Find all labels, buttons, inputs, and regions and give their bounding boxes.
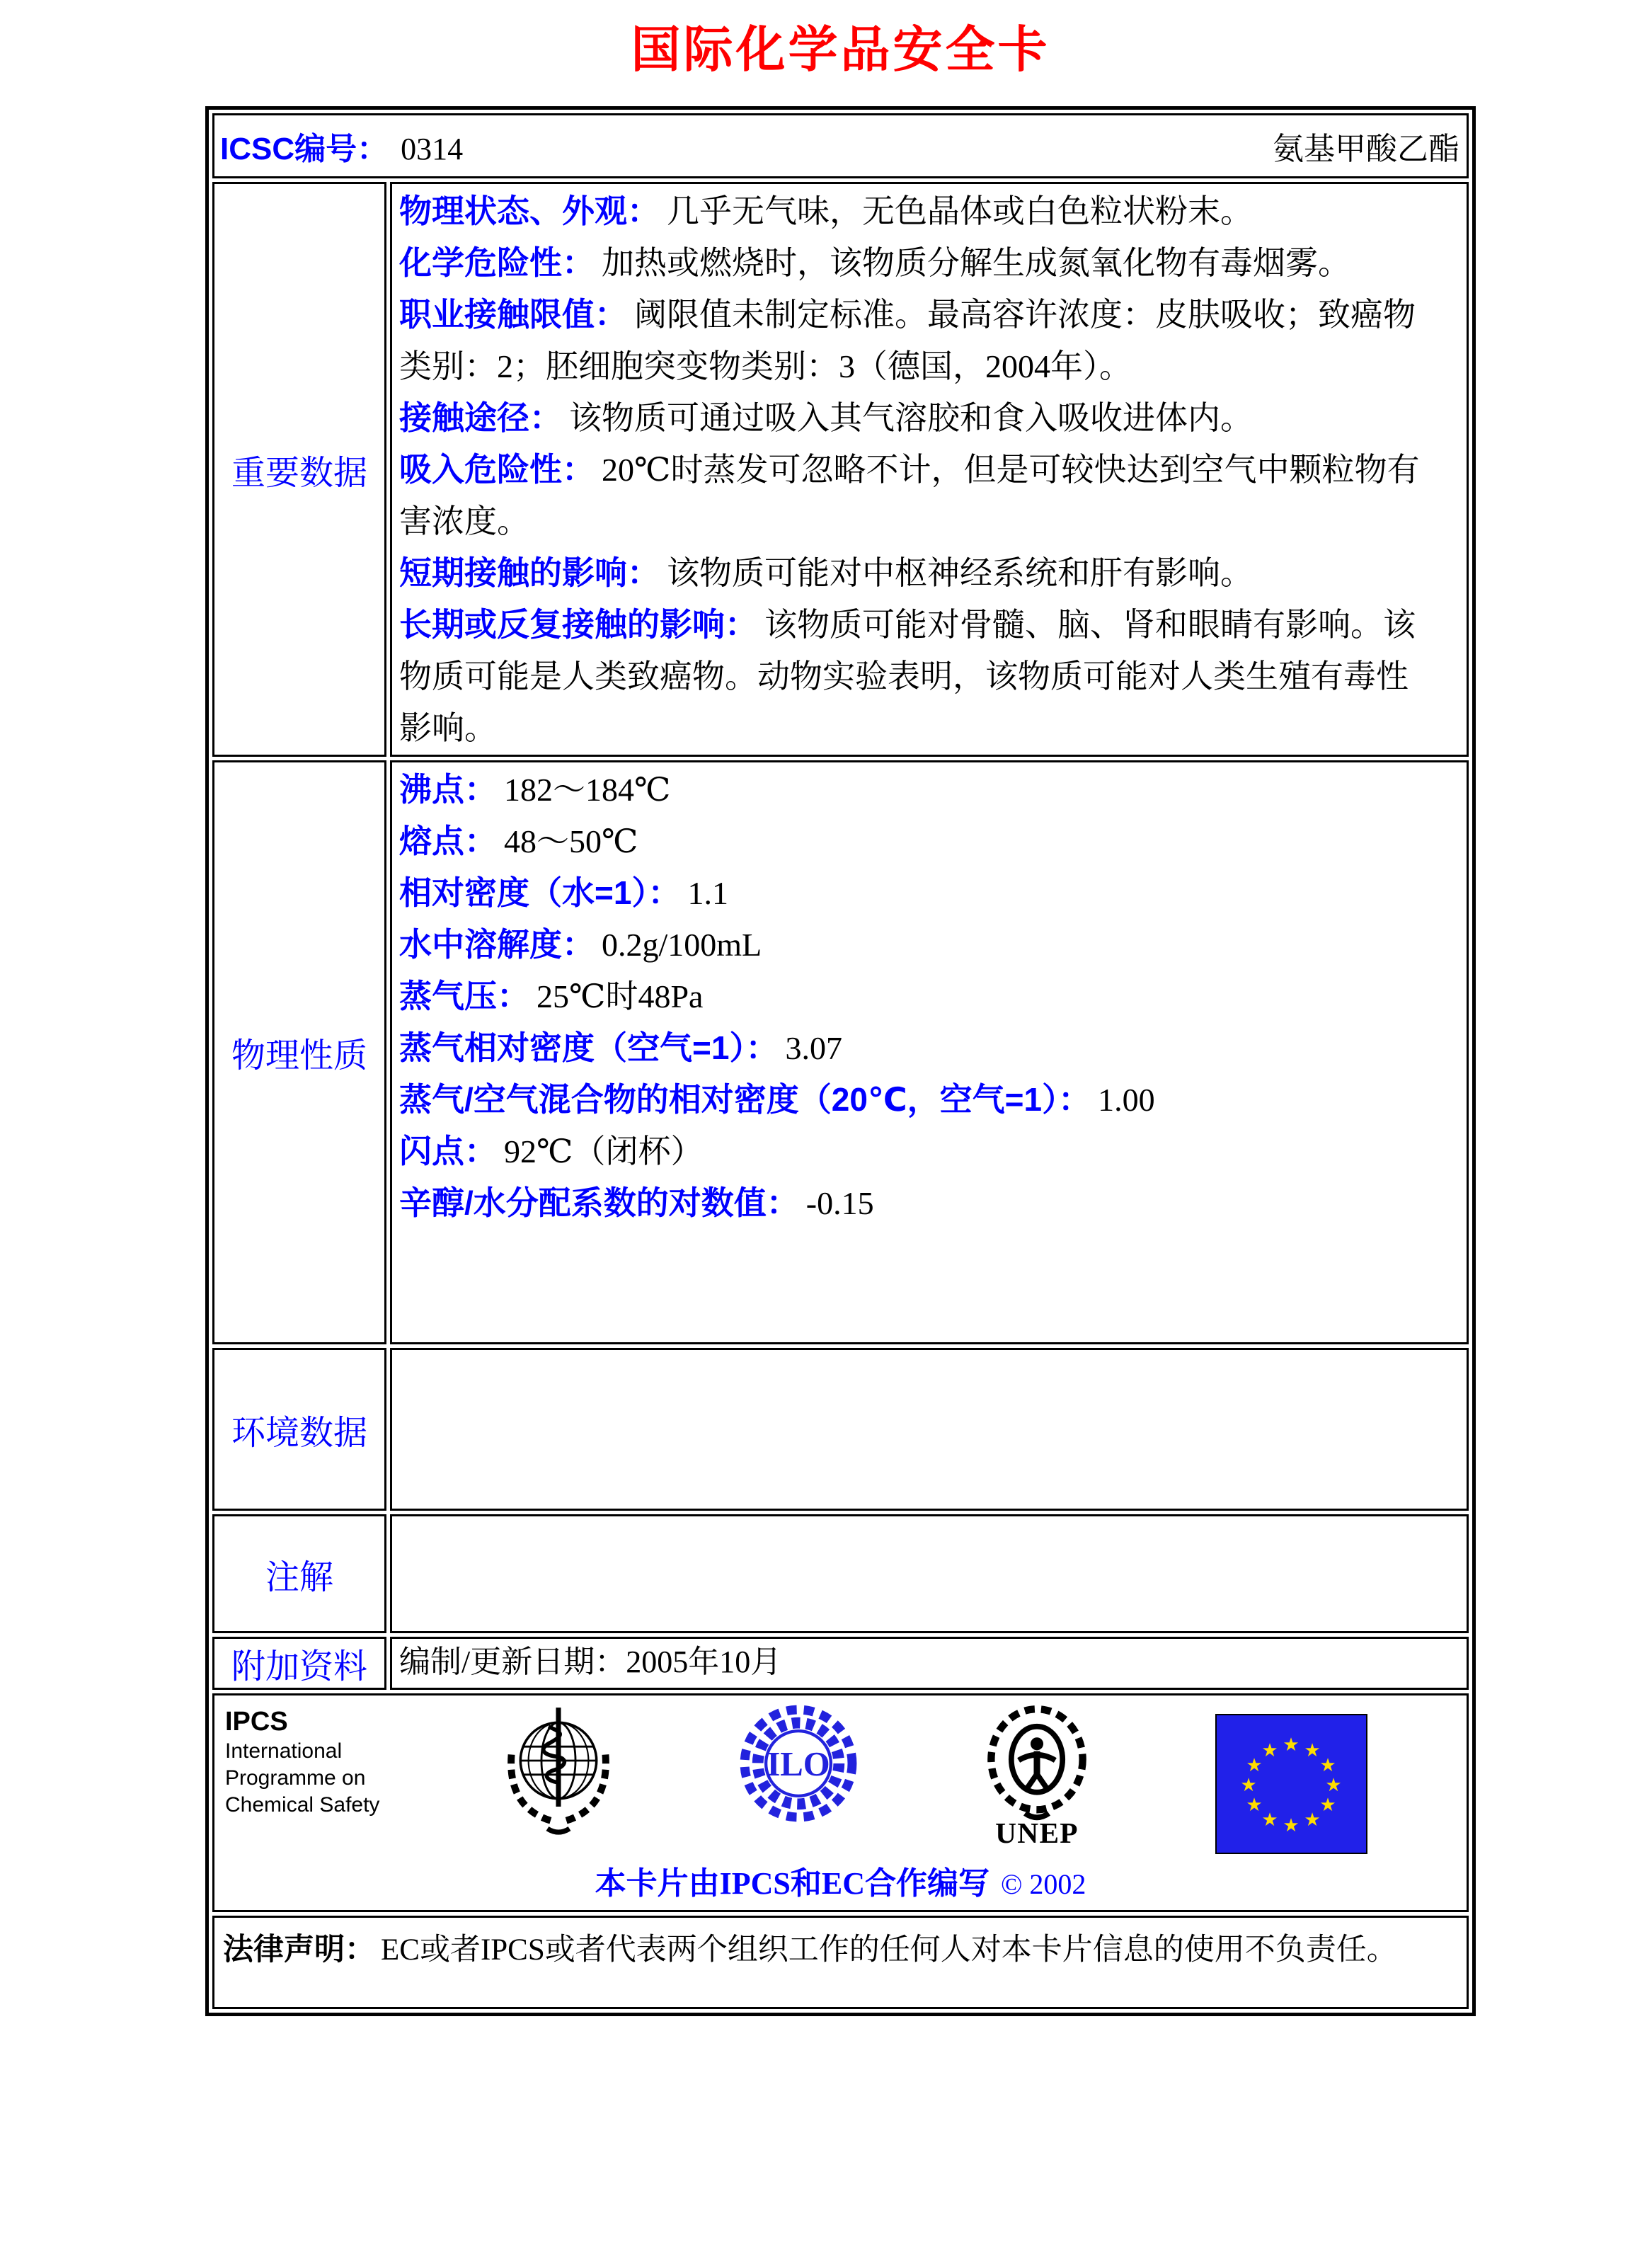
chemical-name: 氨基甲酸乙酯 <box>1273 132 1459 166</box>
logos-row <box>212 1693 1469 1912</box>
svg-text:★: ★ <box>1246 1755 1263 1775</box>
property-item: 相对密度（水=1）： 1.1 <box>399 874 728 911</box>
property-item: 蒸气/空气混合物的相对密度（20℃，空气=1）： 1.00 <box>399 1081 1155 1118</box>
cooperation-text: 本卡片由IPCS和EC合作编写 <box>595 1866 990 1901</box>
update-date-value: 2005年10月 <box>626 1645 782 1679</box>
notes-row-label: 注解 <box>212 1514 386 1633</box>
data-item: 职业接触限值： 阈限值未制定标准。最高容许浓度：皮肤吸收；致癌物类别：2；胚细胞突变物类别：3（德国，2004年）。 <box>399 296 1416 384</box>
legal-notice <box>212 1916 1469 2009</box>
data-item: 短期接触的影响： 该物质可能对中枢神经系统和肝有影响。 <box>399 554 1253 591</box>
eu-flag-icon <box>1215 1714 1367 1858</box>
svg-text:★: ★ <box>1283 1815 1300 1836</box>
svg-text:★: ★ <box>1325 1775 1342 1795</box>
update-date-label: 编制/更新日期： <box>399 1645 626 1679</box>
data-item: 接触途径： 该物质可通过吸入其气溶胶和食入吸收进体内。 <box>399 399 1253 436</box>
svg-text:★: ★ <box>1304 1809 1321 1830</box>
physical-properties-content <box>390 760 1469 1344</box>
environmental-data-content <box>390 1348 1469 1511</box>
additional-info-row <box>212 1637 1469 1690</box>
property-item: 水中溶解度： 0.2g/100mL <box>399 926 762 963</box>
data-item: 长期或反复接触的影响： 该物质可能对骨髓、脑、肾和眼睛有影响。该物质可能是人类致癌物。动物实验表明，该物质可能对人类生殖有毒性影响。 <box>399 606 1416 746</box>
svg-text:★: ★ <box>1283 1734 1300 1755</box>
svg-text:★: ★ <box>1319 1755 1336 1775</box>
property-item: 熔点： 48～50℃ <box>399 823 638 859</box>
data-item: 物理状态、外观： 几乎无气味，无色晶体或白色粒状粉末。 <box>399 193 1253 229</box>
notes-content <box>390 1514 1469 1633</box>
physical-properties-row <box>212 760 1469 1344</box>
environmental-data-row <box>212 1348 1469 1511</box>
legal-row <box>212 1916 1469 2009</box>
footer-caption <box>214 1858 1467 1906</box>
card-table <box>205 106 1476 2016</box>
svg-text:★: ★ <box>1240 1775 1257 1795</box>
svg-text:★: ★ <box>1261 1740 1278 1761</box>
additional-info-content <box>390 1637 1469 1690</box>
header-row <box>212 113 1469 178</box>
ilo-logo-text: ILO <box>767 1745 830 1784</box>
physical-properties-row-label: 物理性质 <box>212 760 386 1344</box>
property-item: 蒸气压： 25℃时48Pa <box>399 978 704 1014</box>
svg-text:★: ★ <box>1261 1809 1278 1830</box>
environmental-data-row-label: 环境数据 <box>212 1348 386 1511</box>
notes-row <box>212 1514 1469 1633</box>
icsc-number-label: ICSC编号： <box>220 132 389 166</box>
property-item: 辛醇/水分配系数的对数值： -0.15 <box>399 1184 874 1221</box>
ilo-logo-icon <box>738 1703 859 1824</box>
property-item: 闪点： 92℃（闭杯） <box>399 1133 704 1169</box>
data-item: 化学危险性： 加热或燃烧时，该物质分解生成氮氧化物有毒烟雾。 <box>399 244 1350 281</box>
unep-logo-icon <box>977 1703 1096 1849</box>
who-logo-icon <box>498 1703 619 1836</box>
icsc-number-value: 0314 <box>401 132 464 166</box>
unep-logo-text: UNEP <box>995 1816 1079 1849</box>
legal-notice-text: EC或者IPCS或者代表两个组织工作的任何人对本卡片信息的使用不负责任。 <box>381 1933 1397 1967</box>
property-item: 蒸气相对密度（空气=1）： 3.07 <box>399 1029 842 1066</box>
important-data-row-label: 重要数据 <box>212 182 386 757</box>
page-title: 国际化学品安全卡 <box>631 23 1050 78</box>
additional-info-row-label: 附加资料 <box>212 1637 386 1690</box>
svg-text:★: ★ <box>1304 1740 1321 1761</box>
important-data-content <box>390 182 1469 757</box>
copyright-text: © 2002 <box>1000 1868 1086 1900</box>
property-item: 沸点： 182～184℃ <box>399 771 671 808</box>
ipcs-acronym: IPCS <box>225 1707 288 1737</box>
svg-text:★: ★ <box>1246 1795 1263 1815</box>
legal-notice-label: 法律声明： <box>223 1933 375 1967</box>
svg-text:★: ★ <box>1319 1795 1336 1815</box>
important-data-row <box>212 182 1469 757</box>
ipcs-text-block: IPCS International Programme on Chemical Safety <box>225 1707 380 1817</box>
data-item: 吸入危险性： 20℃时蒸发可忽略不计，但是可较快达到空气中颗粒物有害浓度。 <box>399 451 1420 539</box>
